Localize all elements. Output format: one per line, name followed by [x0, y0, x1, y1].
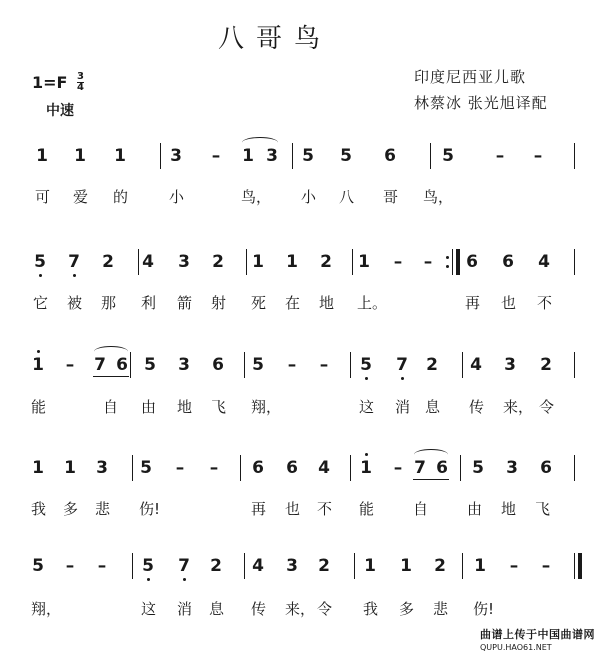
jianpu-note: 3: [178, 252, 190, 272]
bar-line: [138, 249, 139, 275]
bar-line: [244, 352, 245, 378]
repeat-dot: [446, 256, 449, 259]
jianpu-note: 1: [360, 458, 372, 478]
jianpu-note: 6: [212, 355, 224, 375]
jianpu-note: 2: [540, 355, 552, 375]
lyric-syllable: 也: [285, 500, 301, 518]
dash-note: –: [423, 252, 433, 272]
time-signature-bottom: 4: [77, 82, 85, 93]
jianpu-note: 2: [210, 556, 222, 576]
lyric-syllable: 伤!: [139, 500, 161, 518]
lyric-syllable: 不: [537, 294, 553, 312]
jianpu-note: 6: [384, 146, 396, 166]
dash-note: –: [65, 355, 75, 375]
jianpu-note: 5: [360, 355, 372, 375]
jianpu-note: 4: [142, 252, 154, 272]
jianpu-note: 1: [114, 146, 126, 166]
repeat-bar-line: [452, 249, 462, 275]
page-title: 八哥鸟: [218, 24, 333, 54]
jianpu-note: 2: [318, 556, 330, 576]
jianpu-note: 4: [318, 458, 330, 478]
jianpu-note: 6: [116, 355, 128, 375]
jianpu-note: 6: [466, 252, 478, 272]
jianpu-note: 3: [170, 146, 182, 166]
lyric-syllable: 由: [467, 500, 483, 518]
high-octave-dot: [37, 350, 40, 353]
watermark-line2: QUPU.HAO61.NET: [480, 643, 552, 652]
dash-note: –: [65, 556, 75, 576]
dash-note: –: [175, 458, 185, 478]
jianpu-note: 1: [474, 556, 486, 576]
jianpu-note: 5: [142, 556, 154, 576]
lyric-syllable: 我: [363, 600, 379, 618]
low-octave-dot: [183, 578, 186, 581]
lyric-syllable: 悲: [95, 500, 111, 518]
lyric-syllable: 八: [339, 188, 355, 206]
lyric-syllable: 那: [101, 294, 117, 312]
lyric-syllable: 不: [317, 500, 333, 518]
jianpu-note: 2: [320, 252, 332, 272]
lyric-syllable: 鸟，: [241, 188, 272, 206]
bar-line: [292, 143, 293, 169]
watermark: [480, 628, 595, 654]
bar-line: [462, 352, 463, 378]
lyric-syllable: 再: [251, 500, 267, 518]
lyric-syllable: 地: [319, 294, 335, 312]
dash-note: –: [211, 146, 221, 166]
lyric-syllable: 的: [113, 188, 129, 206]
jianpu-note: 6: [286, 458, 298, 478]
jianpu-note: 5: [442, 146, 454, 166]
lyric-syllable: 翔，: [31, 600, 62, 618]
lyric-syllable: 消: [177, 600, 193, 618]
bar-line: [352, 249, 353, 275]
jianpu-note: 1: [286, 252, 298, 272]
dash-note: –: [393, 458, 403, 478]
bar-line: [132, 455, 133, 481]
jianpu-note: 5: [144, 355, 156, 375]
lyric-syllable: 这: [141, 600, 157, 618]
dash-note: –: [319, 355, 329, 375]
watermark-line1: 曲谱上传于中国曲谱网: [480, 628, 595, 641]
lyric-syllable: 悲: [433, 600, 449, 618]
jianpu-note: 5: [302, 146, 314, 166]
lyric-syllable: 哥: [383, 188, 399, 206]
lyric-syllable: 在: [285, 294, 301, 312]
slur-tie: [414, 449, 448, 460]
lyric-syllable: 由: [141, 398, 157, 416]
jianpu-note: 1: [64, 458, 76, 478]
song-origin: 印度尼西亚儿歌: [414, 68, 527, 86]
time-signature-top: 3: [77, 71, 85, 82]
lyric-syllable: 令: [317, 600, 333, 618]
lyric-syllable: 我: [31, 500, 47, 518]
lyric-syllable: 小: [301, 188, 317, 206]
bar-line: [160, 143, 161, 169]
lyric-syllable: 再: [465, 294, 481, 312]
low-octave-dot: [147, 578, 150, 581]
jianpu-note: 3: [504, 355, 516, 375]
low-octave-dot: [365, 377, 368, 380]
dash-note: –: [541, 556, 551, 576]
jianpu-note: 1: [32, 458, 44, 478]
jianpu-note: 3: [506, 458, 518, 478]
jianpu-note: 5: [140, 458, 152, 478]
eighth-note-beam: [93, 376, 129, 377]
jianpu-note: 7: [68, 252, 80, 272]
dash-note: –: [209, 458, 219, 478]
jianpu-note: 7: [396, 355, 408, 375]
lyric-syllable: 来，: [285, 600, 316, 618]
jianpu-note: 1: [252, 252, 264, 272]
jianpu-note: 1: [364, 556, 376, 576]
lyric-syllable: 死: [251, 294, 267, 312]
jianpu-note: 7: [178, 556, 190, 576]
jianpu-note: 3: [178, 355, 190, 375]
jianpu-note: 7: [94, 355, 106, 375]
bar-line: [246, 249, 247, 275]
slur-tie: [94, 346, 128, 357]
repeat-dot: [446, 265, 449, 268]
low-octave-dot: [39, 274, 42, 277]
jianpu-note: 3: [266, 146, 278, 166]
dash-note: –: [495, 146, 505, 166]
low-octave-dot: [73, 274, 76, 277]
bar-line: [132, 553, 133, 579]
lyric-syllable: 传: [251, 600, 267, 618]
jianpu-note: 1: [358, 252, 370, 272]
bar-line: [350, 455, 351, 481]
jianpu-note: 2: [102, 252, 114, 272]
dash-note: –: [533, 146, 543, 166]
jianpu-note: 5: [34, 252, 46, 272]
lyric-syllable: 自: [103, 398, 119, 416]
jianpu-note: 4: [470, 355, 482, 375]
lyric-syllable: 这: [359, 398, 375, 416]
lyric-syllable: 地: [501, 500, 517, 518]
lyric-syllable: 上。: [357, 294, 388, 312]
bar-line: [430, 143, 431, 169]
lyric-syllable: 令: [539, 398, 555, 416]
lyric-syllable: 来，: [503, 398, 534, 416]
jianpu-note: 5: [32, 556, 44, 576]
lyric-syllable: 鸟，: [423, 188, 454, 206]
translator-credits: 林蔡冰 张光旭译配: [414, 94, 548, 112]
lyric-syllable: 能: [31, 398, 47, 416]
jianpu-note: 4: [538, 252, 550, 272]
lyric-syllable: 小: [169, 188, 185, 206]
jianpu-note: 6: [540, 458, 552, 478]
dash-note: –: [287, 355, 297, 375]
tempo-marking: 中速: [46, 103, 74, 119]
lyric-syllable: 消: [395, 398, 411, 416]
bar-line: [462, 553, 463, 579]
dash-note: –: [509, 556, 519, 576]
jianpu-note: 6: [252, 458, 264, 478]
jianpu-note: 1: [74, 146, 86, 166]
slur-tie: [242, 137, 278, 148]
lyric-syllable: 地: [177, 398, 193, 416]
bar-line: [574, 143, 575, 169]
lyric-syllable: 自: [413, 500, 429, 518]
jianpu-note: 3: [96, 458, 108, 478]
key-label: 1=F: [32, 73, 68, 92]
dash-note: –: [97, 556, 107, 576]
bar-line: [574, 249, 575, 275]
jianpu-note: 1: [242, 146, 254, 166]
jianpu-note: 2: [434, 556, 446, 576]
jianpu-note: 6: [502, 252, 514, 272]
jianpu-note: 5: [252, 355, 264, 375]
lyric-syllable: 飞: [535, 500, 551, 518]
lyric-syllable: 也: [501, 294, 517, 312]
lyric-syllable: 伤!: [473, 600, 495, 618]
lyric-syllable: 被: [67, 294, 83, 312]
jianpu-note: 1: [36, 146, 48, 166]
jianpu-note: 3: [286, 556, 298, 576]
jianpu-note: 6: [436, 458, 448, 478]
jianpu-note: 1: [32, 355, 44, 375]
eighth-note-beam: [413, 479, 449, 480]
lyric-syllable: 飞: [211, 398, 227, 416]
lyric-syllable: 爱: [73, 188, 89, 206]
lyric-syllable: 它: [33, 294, 49, 312]
jianpu-note: 2: [212, 252, 224, 272]
jianpu-note: 5: [340, 146, 352, 166]
bar-line: [130, 352, 131, 378]
bar-line: [240, 455, 241, 481]
bar-line: [244, 553, 245, 579]
jianpu-note: 7: [414, 458, 426, 478]
lyric-syllable: 多: [63, 500, 79, 518]
jianpu-note: 1: [400, 556, 412, 576]
high-octave-dot: [365, 453, 368, 456]
lyric-syllable: 翔，: [251, 398, 282, 416]
bar-line: [350, 352, 351, 378]
lyric-syllable: 能: [359, 500, 375, 518]
bar-line: [460, 455, 461, 481]
lyric-syllable: 多: [399, 600, 415, 618]
lyric-syllable: 箭: [177, 294, 193, 312]
jianpu-note: 4: [252, 556, 264, 576]
jianpu-note: 2: [426, 355, 438, 375]
bar-line: [574, 455, 575, 481]
dash-note: –: [393, 252, 403, 272]
final-bar-line: [574, 553, 584, 579]
lyric-syllable: 可: [35, 188, 51, 206]
low-octave-dot: [401, 377, 404, 380]
lyric-syllable: 息: [425, 398, 441, 416]
lyric-syllable: 利: [141, 294, 157, 312]
lyric-syllable: 传: [469, 398, 485, 416]
lyric-syllable: 息: [209, 600, 225, 618]
jianpu-note: 5: [472, 458, 484, 478]
lyric-syllable: 射: [211, 294, 227, 312]
bar-line: [574, 352, 575, 378]
bar-line: [354, 553, 355, 579]
